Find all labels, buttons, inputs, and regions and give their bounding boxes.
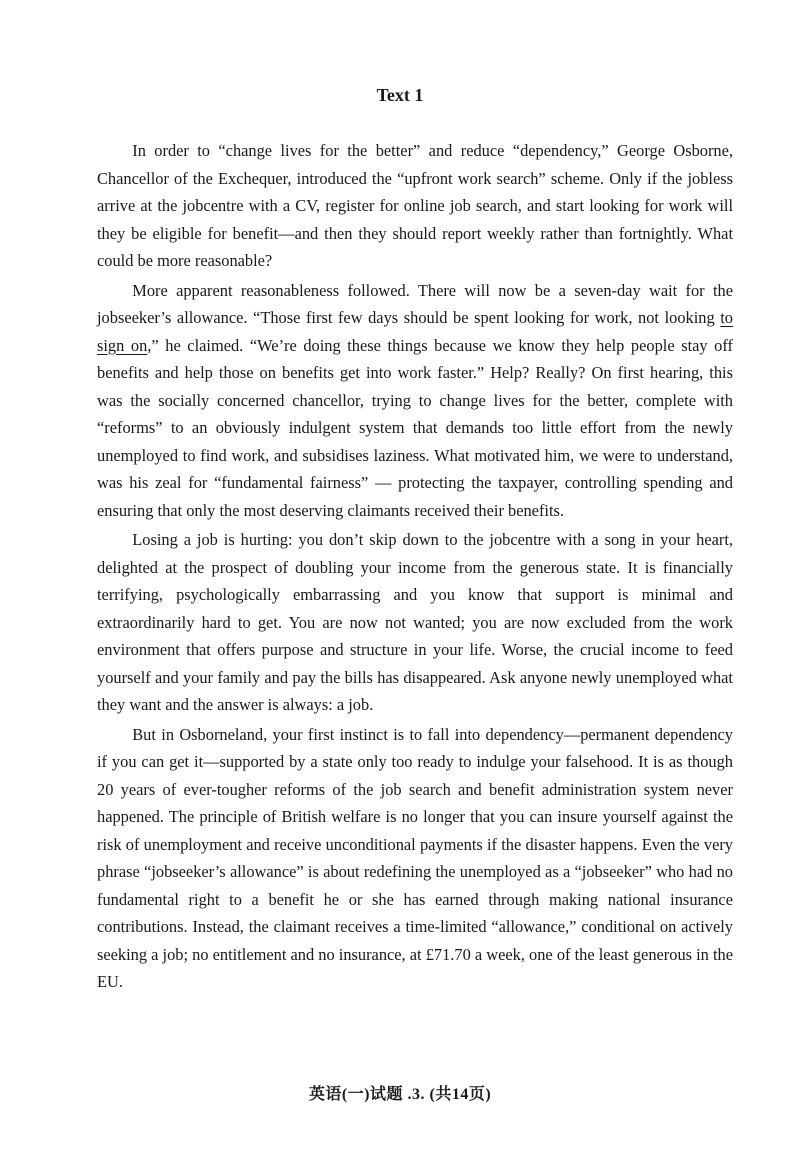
page-footer: 英语(一)试题 .3. (共14页) [308, 1086, 492, 1103]
passage-body [97, 137, 733, 996]
paragraph-4: But in Osborneland, your first instinct is to fall into dependency—permanent dependency if you can get it—supported by a state only too ready to indulge your falsehood. It is as though 20 years of ever-tougher reforms of the job search and benefit administration system never happened. The principle of British welfare is no longer that you can insure yourself against the risk of unemployment and receive unconditional payments if the disaster happens. Even the very phrase “jobseeker’s allowance” is about redefining the unemployed as a “jobseeker” who had no fundamental right to a benefit he or she has earned through making national insurance contributions. Instead, the claimant receives a time-limited “allowance,” conditional on actively seeking a job; no entitlement and no insurance, at £71.70 a week, one of the least generous in the EU. [97, 724, 733, 991]
paragraph-1: In order to “change lives for the better” and reduce “dependency,” George Osborne, Chancellor of the Exchequer, introduced the “upfront work search” scheme. Only if the jobless arrive at the jobcentre with a CV, register for online job search, and start looking for work will they be eligible for benefit—and then they should report weekly rather than fortnightly. What could be more reasonable? [97, 141, 733, 270]
paragraph-2-part-1: More apparent reasonableness followed. There will now be a seven-day wait for the jobseeker’s allowance. “Those first few days should be spent looking for work, not looking [97, 280, 733, 327]
underlined-phrase: to sign on [97, 308, 733, 355]
paragraph-3: Losing a job is hurting: you don’t skip down to the jobcentre with a song in your heart, delighted at the prospect of doubling your income from the generous state. It is financially terrifying, psychologically embarrassing and you know that support is minimal and extraordinarily hard to get. You are now not wanted; you are now excluded from the work environment that offers purpose and structure in your life. Worse, the crucial income to feed yourself and your family and pay the bills has disappeared. Ask anyone newly unemployed what they want and the answer is always: a job. [97, 530, 733, 714]
paragraph-2 [97, 277, 733, 525]
text-title: Text 1 [376, 85, 424, 105]
paragraph-2-part-2: ,” he claimed. “We’re doing these things because we know they help people stay off benefits and help those on benefits get into work faster.” Help? Really? On first hearing, this was the socially concerned chancellor, trying to change lives for the better, complete with “reforms” to an obviously indulgent system that demands too little effort from the newly unemployed to find work, and subsidises laziness. What motivated him, we were to understand, was his zeal for “fundamental fairness” — protecting the taxpayer, controlling spending and ensuring that only the most deserving claimants received their benefits. [97, 335, 733, 520]
